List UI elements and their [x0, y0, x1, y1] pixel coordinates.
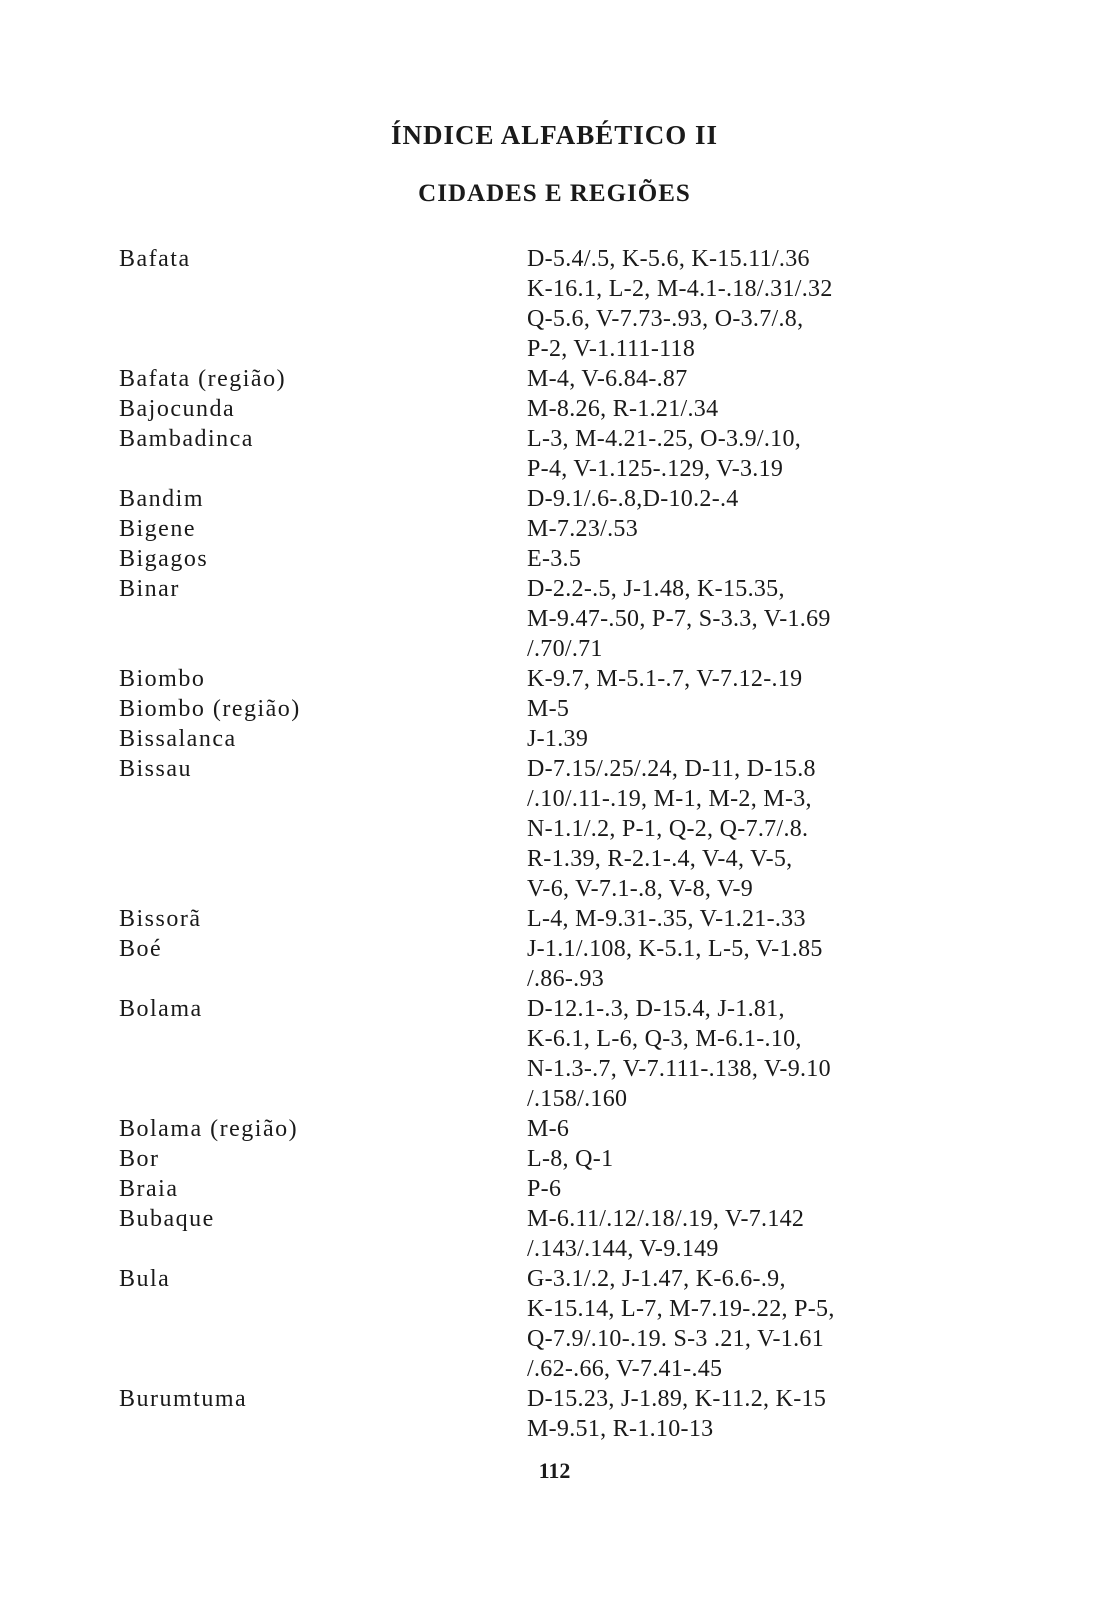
- entry-name: Biombo (região): [119, 696, 301, 722]
- entry-name: Braia: [119, 1176, 179, 1202]
- index-entry: [119, 694, 919, 724]
- entry-references: [527, 424, 919, 484]
- index-entry: [119, 1384, 919, 1444]
- index-entry: [119, 544, 919, 574]
- reference-line: N-1.1/.2, P-1, Q-2, Q-7.7/.8.: [527, 816, 809, 842]
- entry-references: [527, 484, 919, 514]
- reference-line: D-9.1/.6-.8,D-10.2-.4: [527, 486, 739, 512]
- reference-line: R-1.39, R-2.1-.4, V-4, V-5,: [527, 846, 793, 872]
- entry-references: [527, 1114, 919, 1144]
- reference-line: K-16.1, L-2, M-4.1-.18/.31/.32: [527, 276, 833, 302]
- index-entry: [119, 364, 919, 394]
- entry-references: [527, 694, 919, 724]
- reference-line: E-3.5: [527, 546, 582, 572]
- entry-name: Binar: [119, 576, 180, 602]
- reference-line: P-4, V-1.125-.129, V-3.19: [527, 456, 784, 482]
- reference-line: Q-5.6, V-7.73-.93, O-3.7/.8,: [527, 306, 804, 332]
- index-entry: [119, 1204, 919, 1264]
- entry-name: Bissorã: [119, 906, 202, 932]
- entry-references: [527, 574, 919, 664]
- reference-line: J-1.1/.108, K-5.1, L-5, V-1.85: [527, 936, 823, 962]
- reference-line: /.62-.66, V-7.41-.45: [527, 1356, 723, 1382]
- entry-references: [527, 1264, 919, 1384]
- reference-line: J-1.39: [527, 726, 589, 752]
- entry-name: Bajocunda: [119, 396, 236, 422]
- index-entry: [119, 724, 919, 754]
- index-entry: [119, 664, 919, 694]
- index-entry: [119, 484, 919, 514]
- entry-references: [527, 724, 919, 754]
- entry-references: [527, 544, 919, 574]
- entry-name: Bissalanca: [119, 726, 237, 752]
- reference-line: M-9.51, R-1.10-13: [527, 1416, 714, 1442]
- index-entry: [119, 1144, 919, 1174]
- index-entry: [119, 1114, 919, 1144]
- entry-name: Bafata (região): [119, 366, 287, 392]
- reference-line: /.10/.11-.19, M-1, M-2, M-3,: [527, 786, 812, 812]
- reference-line: V-6, V-7.1-.8, V-8, V-9: [527, 876, 754, 902]
- reference-line: D-2.2-.5, J-1.48, K-15.35,: [527, 576, 785, 602]
- entry-references: [527, 1174, 919, 1204]
- index-entry: [119, 1174, 919, 1204]
- reference-line: M-6.11/.12/.18/.19, V-7.142: [527, 1206, 805, 1232]
- entry-name: Burumtuma: [119, 1386, 248, 1412]
- index-list: [119, 244, 919, 1444]
- reference-line: P-6: [527, 1176, 562, 1202]
- index-entry: [119, 574, 919, 664]
- reference-line: M-9.47-.50, P-7, S-3.3, V-1.69: [527, 606, 831, 632]
- entry-references: [527, 934, 919, 994]
- page-subtitle: CIDADES E REGIÕES: [418, 180, 691, 207]
- reference-line: Q-7.9/.10-.19. S-3 .21, V-1.61: [527, 1326, 825, 1352]
- entry-name: Bula: [119, 1266, 171, 1292]
- reference-line: P-2, V-1.111-118: [527, 336, 696, 362]
- entry-name: Bor: [119, 1146, 160, 1172]
- entry-references: [527, 514, 919, 544]
- reference-line: L-8, Q-1: [527, 1146, 614, 1172]
- entry-name: Boé: [119, 936, 163, 962]
- entry-references: [527, 244, 919, 364]
- entry-name: Bubaque: [119, 1206, 215, 1232]
- entry-name: Bigene: [119, 516, 196, 542]
- page-title: ÍNDICE ALFABÉTICO II: [390, 120, 719, 150]
- entry-references: [527, 1384, 919, 1444]
- index-entry: [119, 994, 919, 1114]
- reference-line: M-8.26, R-1.21/.34: [527, 396, 719, 422]
- index-entry: [119, 424, 919, 484]
- index-entry: [119, 244, 919, 364]
- reference-line: D-7.15/.25/.24, D-11, D-15.8: [527, 756, 816, 782]
- entry-references: [527, 364, 919, 394]
- reference-line: M-4, V-6.84-.87: [527, 366, 688, 392]
- entry-name: Biombo: [119, 666, 206, 692]
- entry-references: [527, 994, 919, 1114]
- reference-line: M-6: [527, 1116, 570, 1142]
- index-entry: [119, 394, 919, 424]
- index-entry: [119, 754, 919, 904]
- index-entry: [119, 514, 919, 544]
- reference-line: N-1.3-.7, V-7.111-.138, V-9.10: [527, 1056, 831, 1082]
- entry-name: Bolama: [119, 996, 203, 1022]
- reference-line: K-6.1, L-6, Q-3, M-6.1-.10,: [527, 1026, 802, 1052]
- index-entry: [119, 934, 919, 994]
- entry-references: [527, 394, 919, 424]
- entry-name: Bolama (região): [119, 1116, 299, 1142]
- index-entry: [119, 1264, 919, 1384]
- reference-line: /.158/.160: [527, 1086, 628, 1112]
- reference-line: M-7.23/.53: [527, 516, 638, 542]
- reference-line: K-15.14, L-7, M-7.19-.22, P-5,: [527, 1296, 835, 1322]
- reference-line: /.143/.144, V-9.149: [527, 1236, 719, 1262]
- index-entry: [119, 904, 919, 934]
- entry-references: [527, 664, 919, 694]
- reference-line: /.70/.71: [527, 636, 603, 662]
- entry-references: [527, 1204, 919, 1264]
- reference-line: D-15.23, J-1.89, K-11.2, K-15: [527, 1386, 827, 1412]
- reference-line: D-5.4/.5, K-5.6, K-15.11/.36: [527, 246, 810, 272]
- entry-references: [527, 754, 919, 904]
- entry-references: [527, 1144, 919, 1174]
- reference-line: L-3, M-4.21-.25, O-3.9/.10,: [527, 426, 802, 452]
- reference-line: K-9.7, M-5.1-.7, V-7.12-.19: [527, 666, 803, 692]
- entry-references: [527, 904, 919, 934]
- entry-name: Bambadinca: [119, 426, 254, 452]
- page-number: 112: [538, 1458, 571, 1483]
- reference-line: L-4, M-9.31-.35, V-1.21-.33: [527, 906, 806, 932]
- reference-line: M-5: [527, 696, 570, 722]
- entry-name: Bissau: [119, 756, 193, 782]
- reference-line: D-12.1-.3, D-15.4, J-1.81,: [527, 996, 785, 1022]
- reference-line: G-3.1/.2, J-1.47, K-6.6-.9,: [527, 1266, 786, 1292]
- reference-line: /.86-.93: [527, 966, 605, 992]
- entry-name: Bandim: [119, 486, 204, 512]
- entry-name: Bafata: [119, 246, 191, 272]
- entry-name: Bigagos: [119, 546, 209, 572]
